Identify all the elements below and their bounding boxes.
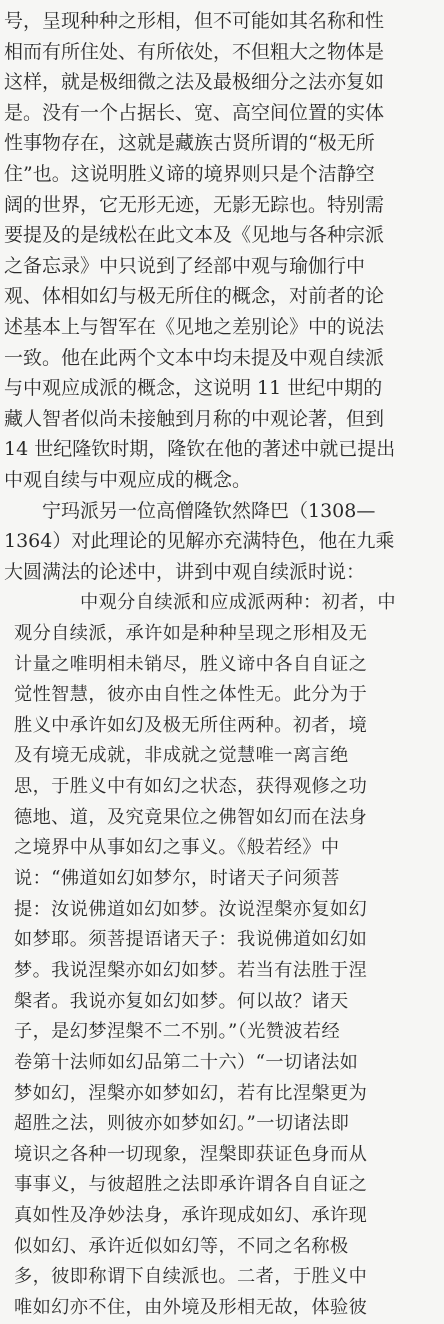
text-line: 性事物存在，这就是藏族古贤所谓的“极无所 [4, 132, 375, 155]
text-line: 阔的世界，它无形无迹，无影无踪也。特别需 [4, 193, 385, 216]
quote-line: 德地、道，及究竟果位之佛智如幻而在法身 [14, 806, 368, 828]
quote-line: 梦如幻，涅槃亦如梦如幻，若有比涅槃更为 [14, 1082, 368, 1104]
text-line: 之备忘录》中只说到了经部中观与瑜伽行中 [4, 254, 366, 277]
quote-line: 卷第十法师如幻品第二十六）“一切诸法如 [14, 1051, 359, 1073]
quote-line: 真如性及净妙法身，承许现成如幻、承许现 [14, 1205, 368, 1227]
text-line: 14 世纪隆钦时期，隆钦在他的著述中就已提出 [4, 438, 396, 461]
quote-line: 观分自续派，承许如是种种呈现之形相及无 [14, 622, 368, 644]
text-line: 住”也。这说明胜义谛的境界则只是个洁静空 [4, 162, 375, 185]
quote-line: 计量之唯明相未销尽，胜义谛中各自自证之 [14, 653, 368, 675]
text-line: 与中观应成派的概念，这说明 11 世纪中期的 [4, 377, 383, 400]
quote-line: 槃者。我说亦复如幻如梦。何以故？诸天 [14, 990, 349, 1012]
paragraph-1 [4, 6, 434, 496]
quote-line: 超胜之法，则彼亦如梦如幻。”一切诸法即 [14, 1113, 350, 1135]
quote-line: 如梦耶。须菩提语诸天子：我说佛道如幻如 [14, 929, 368, 951]
quote-line: 境识之各种一切现象，涅槃即获证色身而从 [14, 1143, 368, 1165]
quote-line: 中观分自续派和应成派两种：初者，中 [80, 592, 396, 614]
text-line: 述基本上与智军在《见地之差别论》中的说法 [4, 315, 385, 338]
quote-line: 事事义，与彼超胜之法即承许谓各自自证之 [14, 1174, 368, 1196]
block-quote [4, 588, 434, 1323]
text-line: 中观自续与中观应成的概念。 [4, 468, 252, 491]
paragraph-2 [4, 496, 434, 588]
text-line: 藏人智者似尚未接触到月称的中观论著，但到 [4, 407, 385, 430]
quote-line: 梦。我说涅槃亦如幻如梦。若当有法胜于涅 [14, 959, 368, 981]
text-line: 要提及的是绒松在此文本及《见地与各种宗派 [4, 224, 385, 247]
text-line: 观、体相如幻与极无所住的概念，对前者的论 [4, 285, 385, 308]
text-line: 相而有所住处、有所依处，不但粗大之物体是 [4, 40, 385, 63]
text-line: 是。没有一个占据长、宽、高空间位置的实体 [4, 101, 385, 124]
quote-line: 说：“佛道如幻如梦尔，时诸天子问须菩 [14, 868, 340, 890]
text-line: 这样，就是极细微之法及最极细分之法亦复如 [4, 71, 385, 94]
text-line: 1364）对此理论的见解亦充满特色，他在九乘 [4, 530, 395, 553]
quote-line: 似如幻、承许近似如幻等，不同之名称极 [14, 1235, 349, 1257]
text-line: 大圆满法的论述中，讲到中观自续派时说： [4, 560, 366, 583]
quote-line: 及有境无成就，非成就之觉慧唯一离言绝 [14, 745, 349, 767]
quote-line: 觉性智慧，彼亦由自性之体性无。此分为于 [14, 684, 368, 706]
quote-line: 之境界中从事如幻之事义。《般若经》中 [14, 837, 340, 859]
quote-line: 思，于胜义中有如幻之状态，获得观修之功 [14, 776, 368, 798]
quote-line: 多，彼即称谓下自续派也。二者，于胜义中 [14, 1266, 368, 1288]
text-line: 宁玛派另一位高僧隆钦然降巴（1308— [42, 499, 376, 522]
quote-line: 唯如幻亦不住，由外境及形相无故，体验彼 [14, 1297, 368, 1319]
quote-line: 胜义中承许如幻及极无所住两种。初者，境 [14, 714, 368, 736]
quote-line: 提：汝说佛道如幻如梦。汝说涅槃亦复如幻 [14, 898, 368, 920]
quote-line: 子，是幻梦涅槃不二不别。”（光赞波若经 [14, 1021, 341, 1043]
text-line: 一致。他在此两个文本中均未提及中观自续派 [4, 346, 385, 369]
text-line: 号，呈现种种之形相，但不可能如其名称和性 [4, 10, 385, 32]
